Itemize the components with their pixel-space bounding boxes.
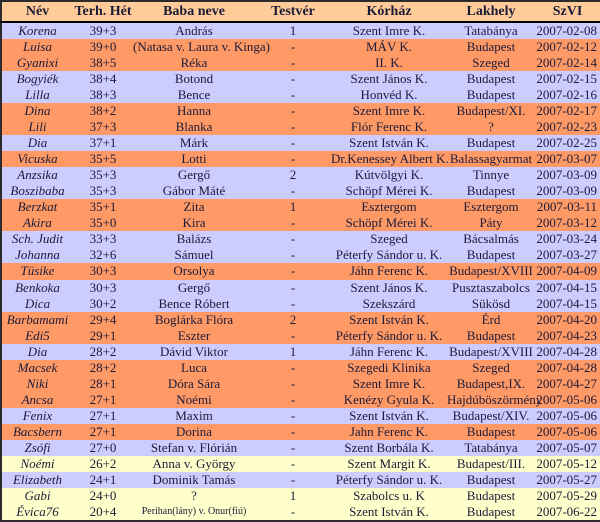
cell-date: 2007-02-16 (536, 87, 597, 103)
cell-baby: Hanna (177, 103, 211, 119)
cell-week: 29+4 (89, 311, 117, 327)
cell-city: Esztergom (463, 199, 519, 215)
cell-sibling: - (290, 407, 296, 423)
cell-week: 28+2 (89, 343, 117, 359)
cell-baby: Gergő (177, 279, 211, 295)
cell-baby: Réka (180, 55, 208, 71)
cell-baby: Eszter (177, 327, 211, 343)
table-row (1, 183, 600, 199)
cell-sibling: 1 (289, 23, 297, 39)
cell-date: 2007-04-27 (536, 375, 597, 391)
cell-city: Budapest (466, 423, 516, 439)
cell-name: Fenix (22, 407, 53, 423)
cell-city: Sükösd (471, 295, 511, 311)
cell-week: 35+1 (89, 199, 117, 215)
cell-sibling: - (290, 359, 296, 375)
cell-name: Johanna (15, 247, 60, 263)
cell-sibling: 1 (289, 343, 297, 359)
table-row (1, 456, 600, 472)
cell-city: Tatabánya (464, 23, 518, 39)
cell-city: Balassagyarmat (449, 151, 533, 167)
cell-hospital: Szent János K. (350, 279, 428, 295)
cell-name: Berzkat (17, 199, 58, 215)
cell-hospital: Szent Borbála K. (344, 439, 434, 455)
table-row (1, 472, 600, 488)
cell-hospital: Péterfy Sándor u. K. (335, 247, 443, 263)
cell-city: Budapest/XVIII (449, 263, 533, 279)
cell-hospital: MÁV K. (366, 39, 412, 55)
cell-date: 2007-03-11 (536, 199, 597, 215)
cell-date: 2007-03-07 (536, 151, 597, 167)
cell-baby: (Natasa v. Laura v. Kinga) (133, 39, 270, 55)
table-row (1, 199, 600, 215)
cell-name: Elizabeth (12, 471, 63, 487)
cell-date: 2007-04-20 (536, 311, 597, 327)
table-row (1, 119, 600, 135)
table-row (1, 247, 600, 263)
cell-date: 2007-04-15 (536, 279, 597, 295)
cell-name: Évica76 (16, 503, 59, 519)
cell-baby: Dóra Sára (167, 375, 221, 391)
table-row (1, 360, 600, 376)
cell-hospital: Kenézy Gyula K. (343, 391, 435, 407)
cell-sibling: - (290, 87, 296, 103)
cell-city: Pusztaszabolcs (452, 279, 530, 295)
cell-date: 2007-06-22 (536, 503, 597, 519)
cell-city: Budapest (466, 327, 516, 343)
cell-city: Budapest (466, 471, 516, 487)
cell-baby: Luca (181, 359, 207, 375)
cell-name: Bacsbern (12, 423, 63, 439)
cell-date: 2007-03-09 (536, 167, 597, 183)
cell-hospital: Schöpf Mérei K. (345, 183, 433, 199)
cell-date: 2007-04-28 (536, 359, 597, 375)
cell-hospital: Szent Imre K. (352, 23, 426, 39)
cell-sibling: - (290, 151, 296, 167)
cell-week: 33+3 (89, 231, 117, 247)
cell-baby: ? (191, 487, 197, 503)
cell-week: 28+1 (89, 375, 117, 391)
cell-sibling: - (290, 103, 296, 119)
column-header-lakhely: Lakhely (447, 1, 535, 22)
cell-name: Benkoka (15, 279, 60, 295)
cell-hospital: Szent István K. (349, 135, 429, 151)
cell-name: Edi5 (25, 327, 50, 343)
table-row (1, 312, 600, 328)
cell-baby: Zita (183, 199, 205, 215)
cell-date: 2007-04-23 (536, 327, 597, 343)
table-row (1, 103, 600, 119)
cell-date: 2007-04-09 (536, 263, 597, 279)
cell-sibling: - (290, 119, 296, 135)
cell-date: 2007-03-24 (536, 231, 597, 247)
cell-city: Szeged (472, 359, 510, 375)
cell-baby: Dávid Viktor (160, 343, 228, 359)
cell-date: 2007-04-28 (536, 343, 597, 359)
cell-baby: Boglárka Flóra (154, 311, 234, 327)
cell-week: 35+3 (89, 183, 117, 199)
cell-name: Gyanixi (16, 55, 59, 71)
table-row (1, 135, 600, 151)
cell-hospital: Szent Margit K. (347, 455, 431, 471)
table-row (1, 344, 600, 360)
table-row (1, 71, 600, 87)
cell-city: Budapest (466, 183, 516, 199)
cell-city: Szeged (472, 55, 510, 71)
table-row (1, 167, 600, 183)
table-row (1, 424, 600, 440)
table-row (1, 392, 600, 408)
cell-name: Bogyiék (16, 71, 59, 87)
cell-hospital: Szent Imre K. (352, 375, 426, 391)
cell-name: Lilla (25, 87, 50, 103)
cell-week: 30+3 (89, 279, 117, 295)
cell-sibling: 2 (289, 311, 297, 327)
cell-week: 37+1 (89, 135, 117, 151)
table-row (1, 504, 600, 521)
cell-baby: Dorina (175, 423, 213, 439)
cell-city: Budapest/XVIII (449, 343, 533, 359)
cell-sibling: - (290, 55, 296, 71)
cell-city: Budapest (466, 71, 516, 87)
cell-date: 2007-02-15 (536, 71, 597, 87)
cell-city: Budapest (466, 503, 516, 519)
cell-date: 2007-02-23 (536, 119, 597, 135)
cell-baby: Kira (182, 215, 206, 231)
cell-sibling: - (290, 439, 296, 455)
cell-hospital: Schöpf Mérei K. (345, 215, 433, 231)
cell-city: Páty (479, 215, 503, 231)
column-header-szvi: SzVI (535, 1, 600, 22)
cell-week: 27+1 (89, 423, 117, 439)
cell-week: 24+1 (89, 471, 117, 487)
cell-city: Hajdúböszörmény (447, 391, 543, 407)
cell-sibling: - (290, 135, 296, 151)
cell-baby: Blanka (175, 119, 213, 135)
table-row (1, 488, 600, 504)
column-header-baba-neve: Baba neve (133, 1, 255, 22)
cell-name: Zsófi (24, 439, 51, 455)
cell-week: 20+4 (89, 503, 117, 519)
column-header-korhaz: Kórház (331, 1, 447, 22)
column-header-testver: Testvér (255, 1, 331, 22)
cell-baby: András (175, 23, 213, 39)
cell-name: Dina (24, 103, 51, 119)
table-row (1, 280, 600, 296)
cell-name: Noémi (20, 455, 55, 471)
table-header (1, 1, 600, 22)
cell-week: 28+2 (89, 359, 117, 375)
cell-hospital: Szekszárd (362, 295, 416, 311)
cell-city: ? (488, 119, 494, 135)
cell-name: Korena (18, 23, 57, 39)
cell-sibling: - (290, 327, 296, 343)
cell-date: 2007-02-17 (536, 103, 597, 119)
column-header-terh-het: Terh. Hét (73, 1, 133, 22)
cell-name: Macsek (17, 359, 58, 375)
cell-hospital: Péterfy Sándor u. K. (335, 327, 443, 343)
cell-hospital: Szent István K. (349, 407, 429, 423)
cell-baby: Sámuel (174, 247, 214, 263)
table-row (1, 296, 600, 312)
cell-date: 2007-05-12 (536, 455, 597, 471)
cell-city: Budapest/XI. (456, 103, 526, 119)
cell-hospital: Szeged (370, 231, 408, 247)
cell-sibling: - (290, 263, 296, 279)
cell-name: Vicuska (17, 151, 58, 167)
table-row (1, 55, 600, 71)
cell-baby: Dominik Tamás (152, 471, 236, 487)
cell-name: Ancsa (21, 391, 54, 407)
cell-baby: Balázs (176, 231, 212, 247)
cell-week: 32+6 (89, 247, 117, 263)
cell-city: Budapest (466, 135, 516, 151)
cell-sibling: - (290, 215, 296, 231)
cell-city: Érd (481, 311, 501, 327)
cell-hospital: Szent János K. (350, 71, 428, 87)
cell-hospital: Szent Imre K. (352, 103, 426, 119)
cell-sibling: - (290, 247, 296, 263)
cell-week: 29+1 (89, 327, 117, 343)
cell-hospital: Jáhn Ferenc K. (349, 263, 429, 279)
cell-hospital: Szent István K. (349, 503, 429, 519)
cell-city: Budapest (466, 247, 516, 263)
cell-name: Dia (27, 343, 48, 359)
cell-name: Anzsika (17, 167, 58, 183)
cell-baby: Noémi (176, 391, 212, 407)
cell-date: 2007-02-14 (536, 55, 597, 71)
cell-date: 2007-03-12 (536, 215, 597, 231)
table-row (1, 87, 600, 103)
cell-hospital: Kútvölgyi K. (354, 167, 424, 183)
cell-sibling: 1 (289, 199, 297, 215)
cell-sibling: - (290, 503, 296, 519)
cell-name: Gabi (24, 487, 51, 503)
cell-week: 35+0 (89, 215, 117, 231)
cell-sibling: - (290, 471, 296, 487)
cell-date: 2007-02-25 (536, 135, 597, 151)
cell-name: Sch. Judit (11, 231, 64, 247)
cell-date: 2007-03-09 (536, 183, 597, 199)
cell-name: Dica (24, 295, 51, 311)
cell-name: Lili (28, 119, 47, 135)
cell-hospital: Honvéd K. (360, 87, 418, 103)
cell-name: Barbamami (6, 311, 69, 327)
cell-sibling: - (290, 295, 296, 311)
table-row (1, 440, 600, 456)
cell-week: 27+1 (89, 407, 117, 423)
table-row (1, 231, 600, 247)
cell-week: 35+3 (89, 167, 117, 183)
cell-week: 26+2 (89, 455, 117, 471)
cell-date: 2007-05-29 (536, 487, 597, 503)
cell-date: 2007-02-12 (536, 39, 597, 55)
cell-date: 2007-05-06 (536, 423, 597, 439)
cell-name: Tüsike (20, 263, 55, 279)
cell-week: 27+0 (89, 439, 117, 455)
cell-week: 38+2 (89, 103, 117, 119)
cell-hospital: Szabolcs u. K (353, 487, 425, 503)
cell-sibling: 1 (289, 487, 297, 503)
cell-baby: Lotti (181, 151, 207, 167)
cell-sibling: - (290, 71, 296, 87)
cell-sibling: - (290, 423, 296, 439)
cell-week: 35+5 (89, 151, 117, 167)
cell-hospital: II. K. (375, 55, 403, 71)
cell-baby: Orsolya (173, 263, 215, 279)
cell-city: Tatabánya (464, 439, 518, 455)
cell-baby: Márk (179, 135, 209, 151)
cell-name: Luisa (23, 39, 52, 55)
cell-baby: Bence (177, 87, 211, 103)
cell-city: Budapest,IX. (456, 375, 526, 391)
table-row (1, 22, 600, 39)
cell-hospital: Dr.Kenessey Albert K. (331, 151, 449, 167)
cell-week: 24+0 (89, 487, 117, 503)
cell-sibling: - (290, 39, 296, 55)
cell-sibling: - (290, 375, 296, 391)
cell-name: Dia (27, 135, 48, 151)
cell-sibling: - (290, 455, 296, 471)
cell-city: Budapest/III. (456, 455, 526, 471)
cell-city: Budapest (466, 487, 516, 503)
cell-baby: Bence Róbert (158, 295, 230, 311)
cell-week: 38+4 (89, 71, 117, 87)
cell-baby: Maxim (175, 407, 213, 423)
cell-date: 2007-04-15 (536, 295, 597, 311)
cell-baby: Botond (174, 71, 214, 87)
cell-name: Akira (23, 215, 52, 231)
cell-date: 2007-05-07 (536, 439, 597, 455)
table-row (1, 376, 600, 392)
table-row (1, 263, 600, 279)
column-header-nev: Név (1, 1, 73, 22)
cell-date: 2007-05-06 (536, 407, 597, 423)
cell-sibling: - (290, 183, 296, 199)
cell-city: Tinnye (472, 167, 510, 183)
cell-name: Niki (26, 375, 49, 391)
table-row (1, 408, 600, 424)
cell-sibling: - (290, 231, 296, 247)
cell-baby: Stefan v. Flórián (150, 439, 238, 455)
cell-baby: Perihan(lány) v. Onur(fiú) (141, 505, 247, 517)
cell-week: 30+2 (89, 295, 117, 311)
cell-hospital: Jahn Ferenc K. (349, 423, 429, 439)
cell-date: 2007-02-08 (536, 23, 597, 39)
cell-date: 2007-05-27 (536, 471, 597, 487)
cell-city: Bácsalmás (463, 231, 519, 247)
cell-hospital: Jáhn Ferenc K. (349, 343, 429, 359)
cell-sibling: 2 (289, 167, 297, 183)
table-row (1, 215, 600, 231)
cell-week: 27+1 (89, 391, 117, 407)
cell-hospital: Esztergom (361, 199, 417, 215)
cell-week: 38+3 (89, 87, 117, 103)
table-body (1, 22, 600, 521)
cell-date: 2007-03-27 (536, 247, 597, 263)
cell-hospital: Péterfy Sándor u. K. (335, 471, 443, 487)
cell-week: 30+3 (89, 263, 117, 279)
cell-city: Budapest/XIV. (452, 407, 530, 423)
cell-baby: Gergő (177, 167, 211, 183)
cell-hospital: Szent István K. (349, 311, 429, 327)
cell-week: 39+0 (89, 39, 117, 55)
table-row (1, 151, 600, 167)
cell-date: 2007-05-06 (536, 391, 597, 407)
cell-city: Budapest (466, 39, 516, 55)
cell-week: 37+3 (89, 119, 117, 135)
header-row (1, 1, 600, 22)
cell-sibling: - (290, 279, 296, 295)
cell-hospital: Szegedi Klinika (347, 359, 431, 375)
table-row (1, 328, 600, 344)
cell-baby: Gábor Máté (162, 183, 226, 199)
cell-baby: Anna v. György (152, 455, 236, 471)
cell-sibling: - (290, 391, 296, 407)
cell-week: 39+3 (89, 23, 117, 39)
cell-week: 38+5 (89, 55, 117, 71)
cell-name: Boszibaba (10, 183, 65, 199)
cell-hospital: Flór Ferenc K. (350, 119, 428, 135)
table-row (1, 39, 600, 55)
cell-city: Budapest (466, 87, 516, 103)
